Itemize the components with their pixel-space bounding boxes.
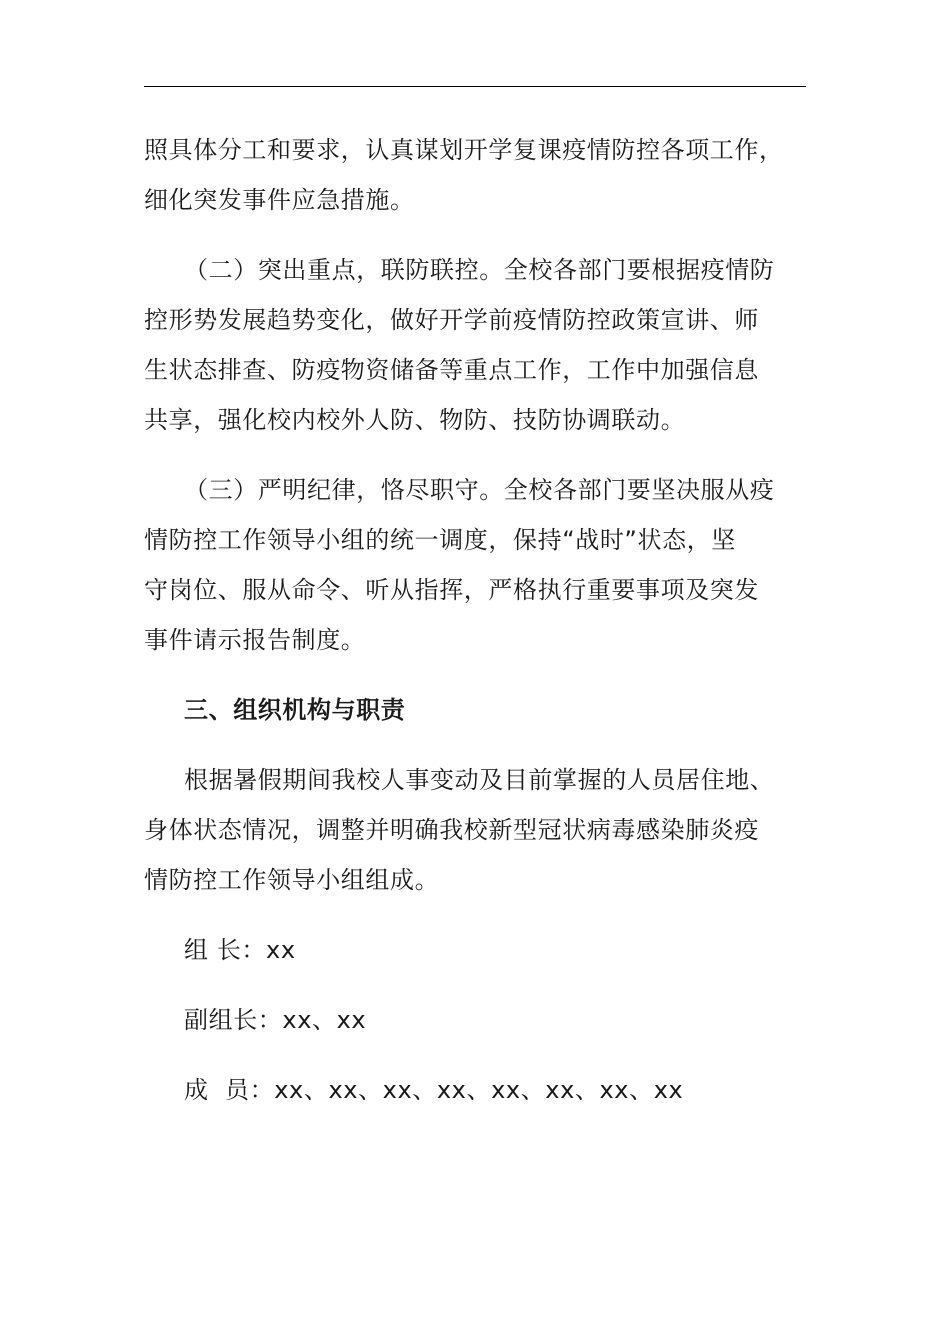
text-line: 细化突发事件应急措施。	[144, 186, 415, 214]
text-line: 共享，强化校内校外人防、物防、技防协调联动。	[144, 406, 686, 434]
paragraph-continuation	[144, 125, 808, 225]
paragraph-discipline	[144, 465, 808, 665]
paragraph-key-points	[144, 245, 808, 445]
paragraph-section-intro	[144, 755, 808, 905]
text-line: 控形势发展趋势变化，做好开学前疫情防控政策宣讲、师	[144, 306, 759, 334]
header-rule	[144, 86, 806, 87]
section-heading	[144, 685, 808, 735]
text-line: 根据暑假期间我校人事变动及目前掌握的人员居住地、	[184, 766, 775, 794]
member-leader: 组 长：xx	[184, 936, 296, 964]
text-line: 情防控工作领导小组的统一调度，保持“战时”状态，坚	[144, 526, 736, 554]
text-line: （三）严明纪律，恪尽职守。全校各部门要坚决服从疫	[184, 476, 775, 504]
section-heading-text: 三、组织机构与职责	[184, 696, 406, 724]
member-list: 成 员：xx、xx、xx、xx、xx、xx、xx、xx	[184, 1076, 684, 1104]
text-line: （二）突出重点，联防联控。全校各部门要根据疫情防	[184, 256, 775, 284]
document-body	[144, 125, 808, 1135]
text-line: 照具体分工和要求，认真谋划开学复课疫情防控各项工作，	[144, 136, 784, 164]
text-line: 事件请示报告制度。	[144, 626, 366, 654]
member-deputy-leader: 副组长：xx、xx	[184, 1006, 367, 1034]
text-line: 守岗位、服从命令、听从指挥，严格执行重要事项及突发	[144, 576, 759, 604]
text-line: 情防控工作领导小组组成。	[144, 866, 440, 894]
text-line: 生状态排查、防疫物资储备等重点工作，工作中加强信息	[144, 356, 759, 384]
text-line: 身体状态情况，调整并明确我校新型冠状病毒感染肺炎疫	[144, 816, 759, 844]
